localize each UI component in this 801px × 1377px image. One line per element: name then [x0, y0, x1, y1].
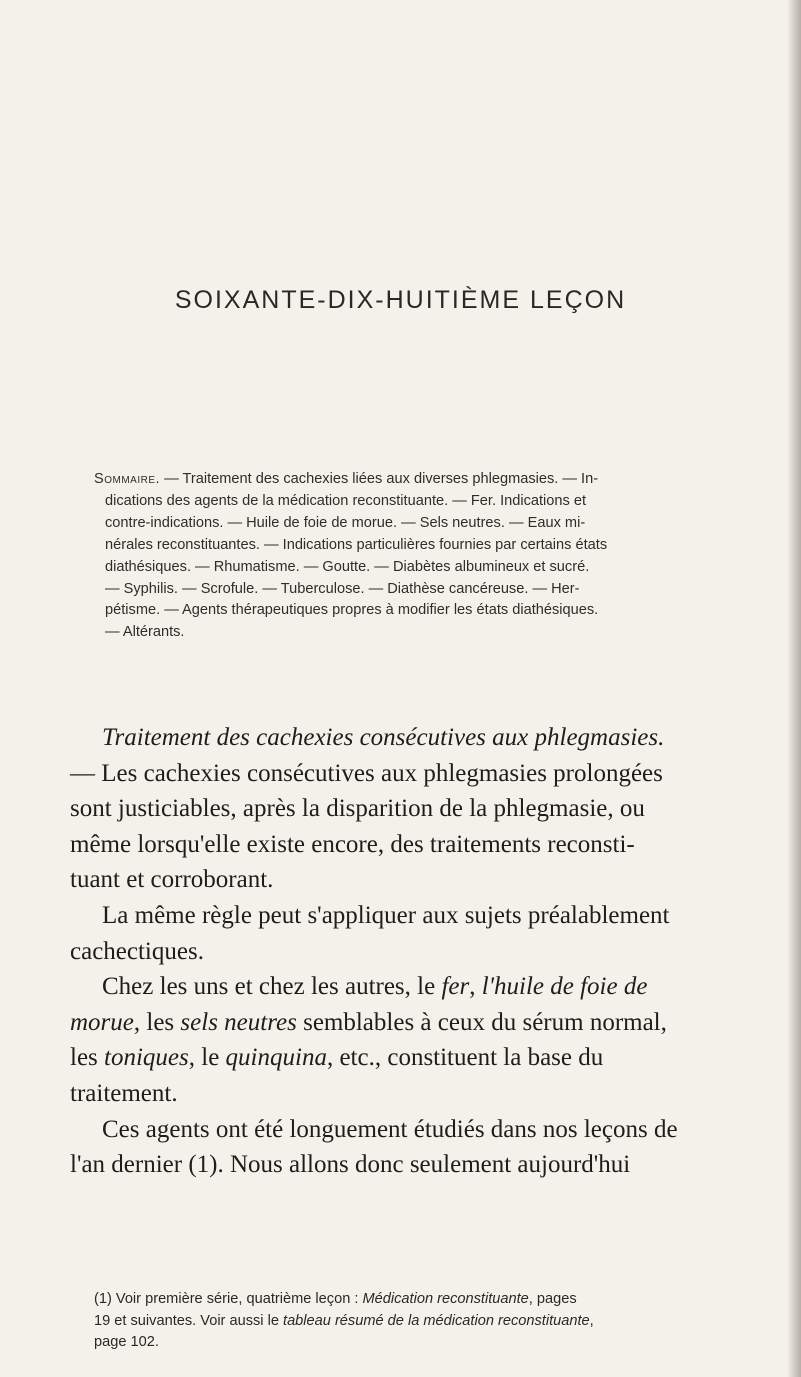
text-run: ,	[469, 973, 482, 1001]
summary-line: nérales reconstituantes. — Indications particulières fournies par certains états	[105, 536, 608, 553]
summary-text: — Traitement des cachexies liées aux diverses phlegmasies. — In-	[160, 471, 599, 487]
paragraph-line	[70, 969, 742, 1005]
paragraph-line: traitement.	[70, 1079, 178, 1107]
italic-term: fer	[441, 973, 470, 1001]
summary-line	[94, 469, 734, 491]
summary-line: diathésiques. — Rhumatisme. — Goutte. — Diabètes albumineux et sucré.	[105, 558, 590, 575]
summary-label: Sommaire.	[94, 471, 161, 487]
paragraph-line: même lorsqu'elle existe encore, des traitements reconsti-	[70, 830, 635, 858]
italic-term: sels neutres	[180, 1008, 297, 1036]
page-edge-shadow	[787, 0, 801, 1377]
text-run: , le	[188, 1044, 226, 1072]
italic-term: l'huile de foie de	[481, 973, 648, 1001]
paragraph-line: — Les cachexies consécutives aux phlegmasies prolongées	[70, 759, 663, 787]
summary-line: — Altérants.	[105, 624, 185, 641]
footnote-line: page 102.	[94, 1334, 159, 1351]
paragraph-line	[70, 1005, 742, 1041]
section-heading: Traitement des cachexies consécutives aux phlegmasies.	[102, 724, 665, 751]
paragraph-line: cachectiques.	[70, 937, 204, 965]
paragraph-line: Ces agents ont été longuement étudiés dans nos leçons de	[102, 1115, 678, 1143]
italic-term: Médication reconstituante	[362, 1291, 529, 1307]
text-run: , les	[133, 1008, 181, 1036]
paragraph-line: tuant et corroborant.	[70, 866, 274, 894]
footnote-line	[94, 1289, 740, 1311]
paragraph-line: sont justiciables, après la disparition de la phlegmasie, ou	[70, 795, 645, 823]
text-run: ,	[589, 1312, 594, 1329]
text-run: , pages	[528, 1291, 577, 1307]
italic-term: toniques	[104, 1044, 189, 1072]
paragraph-line: La même règle peut s'appliquer aux sujets préalablement	[102, 901, 670, 929]
text-run: Chez les uns et chez les autres, le	[102, 973, 442, 1001]
paragraph-line	[70, 1040, 742, 1076]
summary-block	[94, 469, 734, 644]
text-run: 19 et suivantes. Voir aussi le	[94, 1312, 284, 1329]
text-run: , etc., constituent la base du	[326, 1044, 604, 1072]
summary-line: — Syphilis. — Scrofule. — Tuberculose. — Diathèse cancéreuse. — Her-	[105, 580, 580, 597]
text-run: semblables à ceux du sérum normal,	[296, 1008, 667, 1036]
paragraph-line: l'an dernier (1). Nous allons donc seulement aujourd'hui	[70, 1151, 631, 1179]
text-run: les	[70, 1044, 105, 1072]
text-run: (1) Voir première série, quatrième leçon :	[94, 1291, 363, 1307]
italic-term: quinquina	[225, 1044, 327, 1072]
footnote	[94, 1289, 740, 1354]
italic-term: tableau résumé de la médication reconstituante	[283, 1312, 590, 1329]
italic-term: morue	[70, 1008, 134, 1036]
footnote-line	[94, 1311, 740, 1333]
summary-line: pétisme. — Agents thérapeutiques propres à modifier les états diathésiques.	[105, 602, 599, 619]
body-text	[70, 720, 742, 1183]
summary-line: contre-indications. — Huile de foie de morue. — Sels neutres. — Eaux mi-	[105, 514, 586, 531]
summary-line: dications des agents de la médication reconstituante. — Fer. Indications et	[105, 492, 587, 509]
lesson-title: SOIXANTE-DIX-HUITIÈME LEÇON	[174, 286, 627, 314]
